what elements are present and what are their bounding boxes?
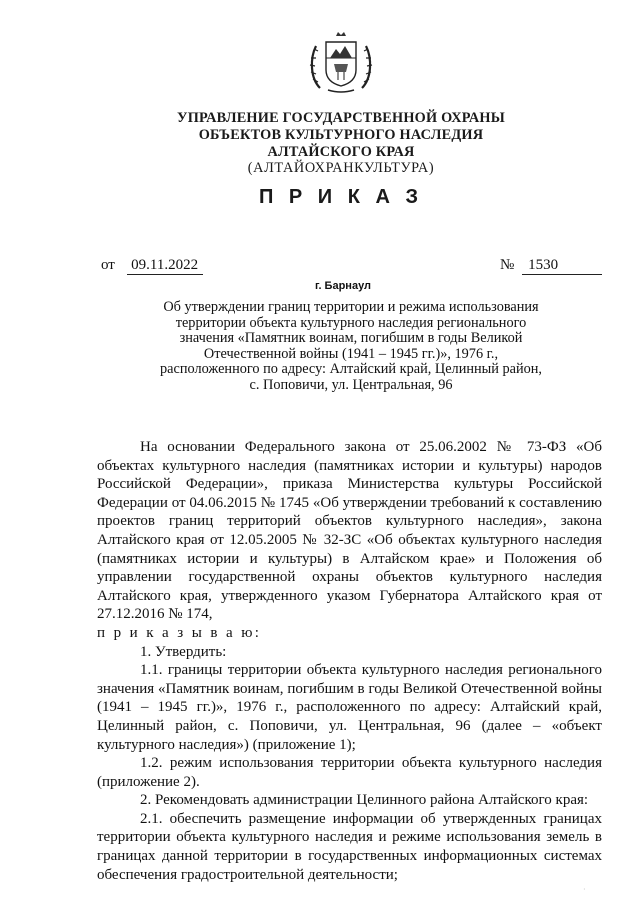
- clause-1: 1. Утвердить:: [140, 643, 227, 660]
- number-line: [500, 257, 602, 275]
- order-word: п р и к а з ы в а ю:: [97, 624, 262, 641]
- org-name-line-1: УПРАВЛЕНИЕ ГОСУДАРСТВЕННОЙ ОХРАНЫ: [177, 110, 505, 126]
- document-type-title: П Р И К А З: [258, 186, 424, 208]
- order-date: 09.11.2022: [127, 257, 203, 275]
- order-subject: [128, 300, 574, 393]
- subject-line: расположенного по адресу: Алтайский край, Целинный район,: [160, 361, 542, 377]
- clause-2: 2. Рекомендовать администрации Целинного района Алтайского края:: [140, 792, 589, 809]
- subject-line: территории объекта культурного наследия регионального: [175, 314, 527, 331]
- subject-line: Отечественной войны (1941 – 1945 гг.)», 1976 г.,: [203, 345, 499, 362]
- subject-line: с. Поповичи, ул. Центральная, 96: [249, 376, 453, 393]
- number-prefix: №: [500, 257, 515, 273]
- order-number: 1530: [522, 257, 602, 275]
- org-name-line-2: ОБЪЕКТОВ КУЛЬТУРНОГО НАСЛЕДИЯ: [198, 127, 484, 143]
- date-prefix: от: [101, 257, 115, 273]
- clause-2-1: 2.1. обеспечить размещение информации об утвержденных границах территории объекта культурного наследия и режиме использования земель в границах данной территории в государственных информационных системах обеспечения градостроительной деятельности;: [97, 810, 602, 883]
- page-corner-mark: ·: [583, 885, 586, 894]
- order-body: [97, 438, 602, 884]
- org-name-line-3: АЛТАЙСКОГО КРАЯ: [267, 144, 415, 160]
- clause-1-1: 1.1. границы территории объекта культурного наследия регионального значения «Памятник воинам, погибшим в годы Великой Отечественной войны (1941 – 1945 гг.)», 1976 г., расположенного по адресу: Алтайский край, Целинный район, с. Поповичи, ул. Центральная, 96 (далее – «объект культурного наследия») (приложение 1);: [97, 662, 602, 753]
- preamble-paragraph: На основании Федерального закона от 25.06.2002 № 73-ФЗ «Об объектах культурного наследия (памятниках истории и культуры) народов Российской Федерации», приказа Министерства культуры Российской Федерации от 04.06.2015 № 1745 «Об утверждении требований к составлению проектов границ территорий объектов культурного наследия», закона Алтайского края от 12.05.2005 № 32-ЗС «Об объектах культурного наследия (памятниках истории и культуры) в Алтайском крае» и Положения об управлении государственной охраны объектов культурного наследия Алтайского края, утвержденного указом Губернатора Алтайского края от 27.12.2016 № 174,: [97, 439, 602, 623]
- city-name: г. Барнаул: [314, 280, 372, 292]
- date-line: [101, 257, 203, 275]
- subject-line: значения «Памятник воинам, погибшим в годы Великой: [179, 330, 523, 346]
- subject-line: Об утверждении границ территории и режима использования: [163, 299, 539, 315]
- clause-1-2: 1.2. режим использования территории объекта культурного наследия (приложение 2).: [97, 755, 602, 790]
- altai-coat-of-arms-emblem: [308, 28, 374, 96]
- org-short-name: (АЛТАЙОХРАНКУЛЬТУРА): [247, 160, 435, 176]
